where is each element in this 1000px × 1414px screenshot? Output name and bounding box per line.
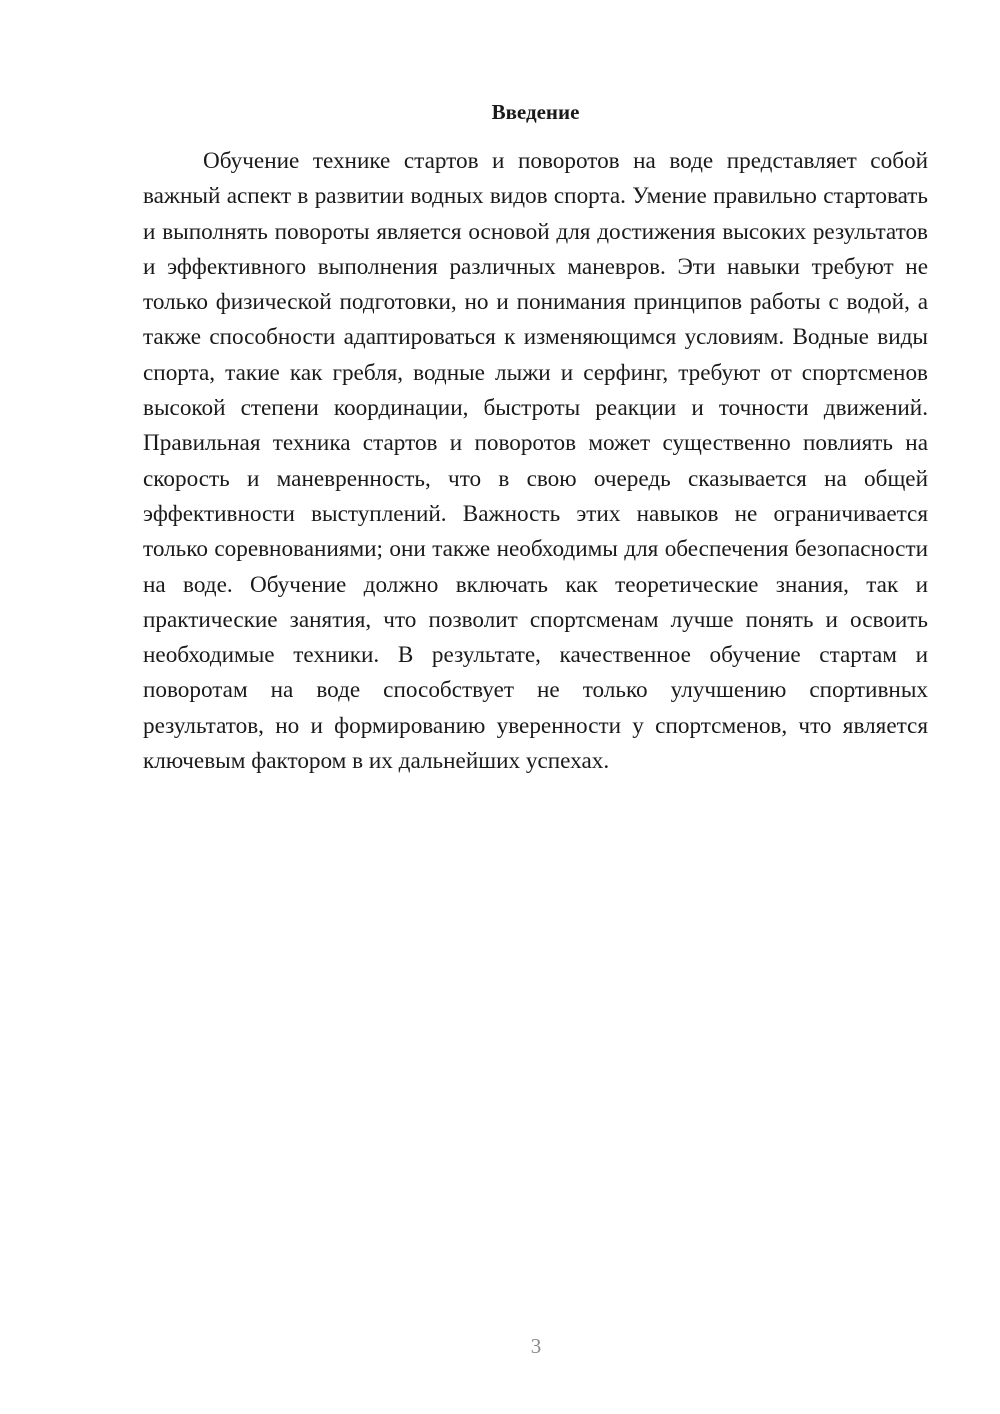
page-number: 3 (530, 1334, 542, 1358)
section-heading: Введение (491, 100, 580, 124)
body-paragraph: Обучение технике стартов и поворотов на воде представляет собой важный аспект в развитии водных видов спорта. Умение правильно стартовать и выполнять повороты является основой для достижения высоких результатов и эффективного выполнения различных маневров. Эти навыки требуют не только физической подготовки, но и понимания принципов работы с водой, а также способности адаптироваться к изменяющимся условиям. Водные виды спорта, такие как гребля, водные лыжи и серфинг, требуют от спортсменов высокой степени координации, быстроты реакции и точности движений. Правильная техника стартов и поворотов может существенно повлиять на скорость и маневренность, что в свою очередь сказывается на общей эффективности выступлений. Важность этих навыков не ограничивается только соревнованиями; они также необходимы для обеспечения безопасности на воде. Обучение должно включать как теоретические знания, так и практические занятия, что позволит спортсменам лучше понять и освоить необходимые техники. В результате, качественное обучение стартам и поворотам на воде способствует не только улучшению спортивных результатов, но и формированию уверенности у спортсменов, что является ключевым фактором в их дальнейших успехах. (143, 148, 928, 775)
